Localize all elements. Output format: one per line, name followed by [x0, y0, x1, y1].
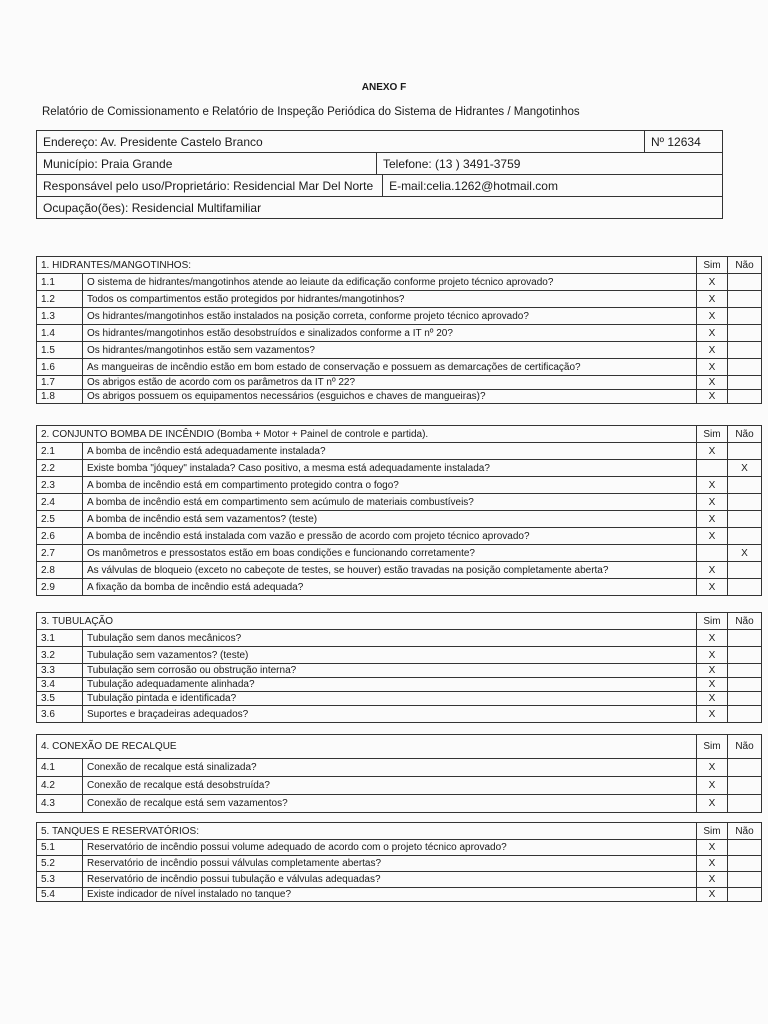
section-recalque	[36, 734, 762, 813]
sim-check: X	[697, 291, 728, 308]
sim-check: X	[697, 759, 728, 777]
sim-check: X	[697, 888, 728, 902]
checklist-row	[37, 494, 762, 511]
checklist-row	[37, 291, 762, 308]
nao-check	[728, 706, 762, 723]
item-question: Conexão de recalque está sem vazamentos?	[83, 795, 697, 813]
item-number: 1.6	[37, 359, 83, 376]
sim-check: X	[697, 840, 728, 856]
item-question: A fixação da bomba de incêndio está adequada?	[83, 579, 697, 596]
sim-check: X	[697, 342, 728, 359]
checklist-row	[37, 777, 762, 795]
nao-check	[728, 359, 762, 376]
item-question: Os hidrantes/mangotinhos estão desobstruídos e sinalizados conforme a IT nº 20?	[83, 325, 697, 342]
checklist-row	[37, 630, 762, 647]
item-number: 2.3	[37, 477, 83, 494]
item-question: Conexão de recalque está desobstruída?	[83, 777, 697, 795]
section-header	[37, 823, 762, 840]
item-number: 3.4	[37, 678, 83, 692]
item-question: A bomba de incêndio está instalada com vazão e pressão de acordo com projeto técnico aprovado?	[83, 528, 697, 545]
item-question: A bomba de incêndio está em compartimento sem acúmulo de materiais combustíveis?	[83, 494, 697, 511]
item-question: Os hidrantes/mangotinhos estão instalados na posição correta, conforme projeto técnico aprovado?	[83, 308, 697, 325]
nao-check	[728, 325, 762, 342]
document-subtitle: Relatório de Comissionamento e Relatório de Inspeção Periódica do Sistema de Hidrantes / Mangotinhos	[42, 106, 580, 118]
sim-column-header: Sim	[697, 823, 728, 840]
number-field: Nº 12634	[645, 131, 723, 153]
checklist-row	[37, 692, 762, 706]
item-number: 1.1	[37, 274, 83, 291]
item-question: A bomba de incêndio está em compartimento protegido contra o fogo?	[83, 477, 697, 494]
checklist-row	[37, 759, 762, 777]
item-question: Existe indicador de nível instalado no tanque?	[83, 888, 697, 902]
checklist-row	[37, 390, 762, 404]
item-question: Reservatório de incêndio possui válvulas completamente abertas?	[83, 856, 697, 872]
nao-check	[728, 308, 762, 325]
checklist-row	[37, 795, 762, 813]
nao-check	[728, 664, 762, 678]
checklist-row	[37, 562, 762, 579]
item-question: Tubulação sem vazamentos? (teste)	[83, 647, 697, 664]
item-number: 4.3	[37, 795, 83, 813]
section-tubulacao	[36, 612, 762, 723]
item-number: 1.8	[37, 390, 83, 404]
checklist-row	[37, 678, 762, 692]
item-number: 5.3	[37, 872, 83, 888]
nao-check	[728, 872, 762, 888]
nao-check	[728, 274, 762, 291]
item-question: Todos os compartimentos estão protegidos por hidrantes/mangotinhos?	[83, 291, 697, 308]
sim-column-header: Sim	[697, 426, 728, 443]
item-number: 2.1	[37, 443, 83, 460]
section-title: 3. TUBULAÇÃO	[37, 613, 697, 630]
checklist-row	[37, 706, 762, 723]
item-number: 2.9	[37, 579, 83, 596]
nao-check	[728, 443, 762, 460]
item-number: 5.2	[37, 856, 83, 872]
sim-check: X	[697, 678, 728, 692]
checklist-row	[37, 872, 762, 888]
sim-check: X	[697, 308, 728, 325]
nao-check	[728, 856, 762, 872]
section-tanques	[36, 822, 762, 902]
item-number: 5.4	[37, 888, 83, 902]
checklist-row	[37, 359, 762, 376]
document-title: ANEXO F	[361, 82, 407, 93]
sim-check: X	[697, 274, 728, 291]
item-number: 1.4	[37, 325, 83, 342]
nao-column-header: Não	[728, 613, 762, 630]
sim-check: X	[697, 494, 728, 511]
nao-check	[728, 390, 762, 404]
checklist-row	[37, 511, 762, 528]
nao-check	[728, 342, 762, 359]
item-number: 2.2	[37, 460, 83, 477]
nao-check: X	[728, 545, 762, 562]
item-question: Os abrigos possuem os equipamentos necessários (esguichos e chaves de mangueiras)?	[83, 390, 697, 404]
item-number: 3.1	[37, 630, 83, 647]
responsible-field: Responsável pelo uso/Proprietário: Residencial Mar Del Norte	[37, 175, 383, 197]
nao-column-header: Não	[728, 426, 762, 443]
checklist-row	[37, 647, 762, 664]
municipality-field: Município: Praia Grande	[37, 153, 377, 175]
section-title: 5. TANQUES E RESERVATÓRIOS:	[37, 823, 697, 840]
sim-check	[697, 545, 728, 562]
checklist-row	[37, 840, 762, 856]
item-number: 2.7	[37, 545, 83, 562]
section-title: 2. CONJUNTO BOMBA DE INCÊNDIO (Bomba + Motor + Painel de controle e partida).	[37, 426, 697, 443]
sim-check: X	[697, 647, 728, 664]
item-number: 1.7	[37, 376, 83, 390]
checklist-row	[37, 528, 762, 545]
nao-check	[728, 840, 762, 856]
sim-check: X	[697, 390, 728, 404]
item-question: A bomba de incêndio está sem vazamentos? (teste)	[83, 511, 697, 528]
checklist-row	[37, 274, 762, 291]
item-question: Existe bomba "jóquey" instalada? Caso positivo, a mesma está adequadamente instalada?	[83, 460, 697, 477]
sim-column-header: Sim	[697, 257, 728, 274]
checklist-row	[37, 664, 762, 678]
item-question: Os hidrantes/mangotinhos estão sem vazamentos?	[83, 342, 697, 359]
item-question: Reservatório de incêndio possui tubulação e válvulas adequadas?	[83, 872, 697, 888]
occupancy-field: Ocupação(ões): Residencial Multifamiliar	[37, 197, 723, 219]
item-number: 1.2	[37, 291, 83, 308]
item-number: 1.3	[37, 308, 83, 325]
nao-check	[728, 647, 762, 664]
item-question: O sistema de hidrantes/mangotinhos atende ao leiaute da edificação conforme projeto técnico aprovado?	[83, 274, 697, 291]
item-number: 3.3	[37, 664, 83, 678]
sim-check: X	[697, 872, 728, 888]
checklist-row	[37, 342, 762, 359]
checklist-row	[37, 460, 762, 477]
item-number: 3.6	[37, 706, 83, 723]
item-question: Tubulação sem corrosão ou obstrução interna?	[83, 664, 697, 678]
item-number: 2.8	[37, 562, 83, 579]
nao-check	[728, 376, 762, 390]
sim-check: X	[697, 692, 728, 706]
sim-check	[697, 460, 728, 477]
item-number: 2.5	[37, 511, 83, 528]
building-info-table	[36, 130, 723, 219]
nao-check	[728, 888, 762, 902]
sim-check: X	[697, 777, 728, 795]
sim-check: X	[697, 664, 728, 678]
item-question: Tubulação pintada e identificada?	[83, 692, 697, 706]
sim-check: X	[697, 477, 728, 494]
sim-check: X	[697, 706, 728, 723]
item-number: 2.4	[37, 494, 83, 511]
sim-check: X	[697, 443, 728, 460]
item-question: Os manômetros e pressostatos estão em boas condições e funcionando corretamente?	[83, 545, 697, 562]
item-number: 4.2	[37, 777, 83, 795]
nao-check	[728, 291, 762, 308]
nao-check	[728, 579, 762, 596]
sim-check: X	[697, 795, 728, 813]
nao-check	[728, 494, 762, 511]
section-header	[37, 613, 762, 630]
section-header	[37, 426, 762, 443]
section-header	[37, 735, 762, 759]
item-question: Conexão de recalque está sinalizada?	[83, 759, 697, 777]
checklist-row	[37, 545, 762, 562]
nao-check	[728, 692, 762, 706]
nao-check: X	[728, 460, 762, 477]
nao-column-header: Não	[728, 257, 762, 274]
item-number: 4.1	[37, 759, 83, 777]
item-question: As mangueiras de incêndio estão em bom estado de conservação e possuem as demarcações de certificação?	[83, 359, 697, 376]
item-question: Suportes e braçadeiras adequados?	[83, 706, 697, 723]
item-number: 5.1	[37, 840, 83, 856]
checklist-row	[37, 376, 762, 390]
nao-check	[728, 477, 762, 494]
sim-check: X	[697, 579, 728, 596]
nao-column-header: Não	[728, 823, 762, 840]
nao-check	[728, 678, 762, 692]
nao-column-header: Não	[728, 735, 762, 759]
nao-check	[728, 630, 762, 647]
section-header	[37, 257, 762, 274]
nao-check	[728, 528, 762, 545]
item-question: Tubulação sem danos mecânicos?	[83, 630, 697, 647]
item-question: Os abrigos estão de acordo com os parâmetros da IT nº 22?	[83, 376, 697, 390]
checklist-row	[37, 888, 762, 902]
item-number: 3.5	[37, 692, 83, 706]
phone-field: Telefone: (13 ) 3491-3759	[377, 153, 723, 175]
nao-check	[728, 795, 762, 813]
sim-check: X	[697, 856, 728, 872]
nao-check	[728, 759, 762, 777]
nao-check	[728, 777, 762, 795]
section-hidrantes	[36, 256, 762, 404]
sim-check: X	[697, 511, 728, 528]
item-number: 2.6	[37, 528, 83, 545]
item-question: Reservatório de incêndio possui volume adequado de acordo com o projeto técnico aprovado?	[83, 840, 697, 856]
sim-check: X	[697, 562, 728, 579]
item-question: Tubulação adequadamente alinhada?	[83, 678, 697, 692]
checklist-row	[37, 856, 762, 872]
item-number: 3.2	[37, 647, 83, 664]
item-question: A bomba de incêndio está adequadamente instalada?	[83, 443, 697, 460]
nao-check	[728, 511, 762, 528]
address-field: Endereço: Av. Presidente Castelo Branco	[37, 131, 645, 153]
section-title: 4. CONEXÃO DE RECALQUE	[37, 735, 697, 759]
checklist-row	[37, 325, 762, 342]
sim-check: X	[697, 376, 728, 390]
sim-check: X	[697, 359, 728, 376]
checklist-row	[37, 308, 762, 325]
item-number: 1.5	[37, 342, 83, 359]
sim-column-header: Sim	[697, 735, 728, 759]
checklist-row	[37, 579, 762, 596]
email-field: E-mail:celia.1262@hotmail.com	[383, 175, 723, 197]
sim-check: X	[697, 325, 728, 342]
sim-column-header: Sim	[697, 613, 728, 630]
sim-check: X	[697, 528, 728, 545]
section-title: 1. HIDRANTES/MANGOTINHOS:	[37, 257, 697, 274]
checklist-row	[37, 443, 762, 460]
item-question: As válvulas de bloqueio (exceto no cabeçote de testes, se houver) estão travadas na posição completamente aberta?	[83, 562, 697, 579]
section-bomba	[36, 425, 762, 596]
sim-check: X	[697, 630, 728, 647]
checklist-row	[37, 477, 762, 494]
nao-check	[728, 562, 762, 579]
